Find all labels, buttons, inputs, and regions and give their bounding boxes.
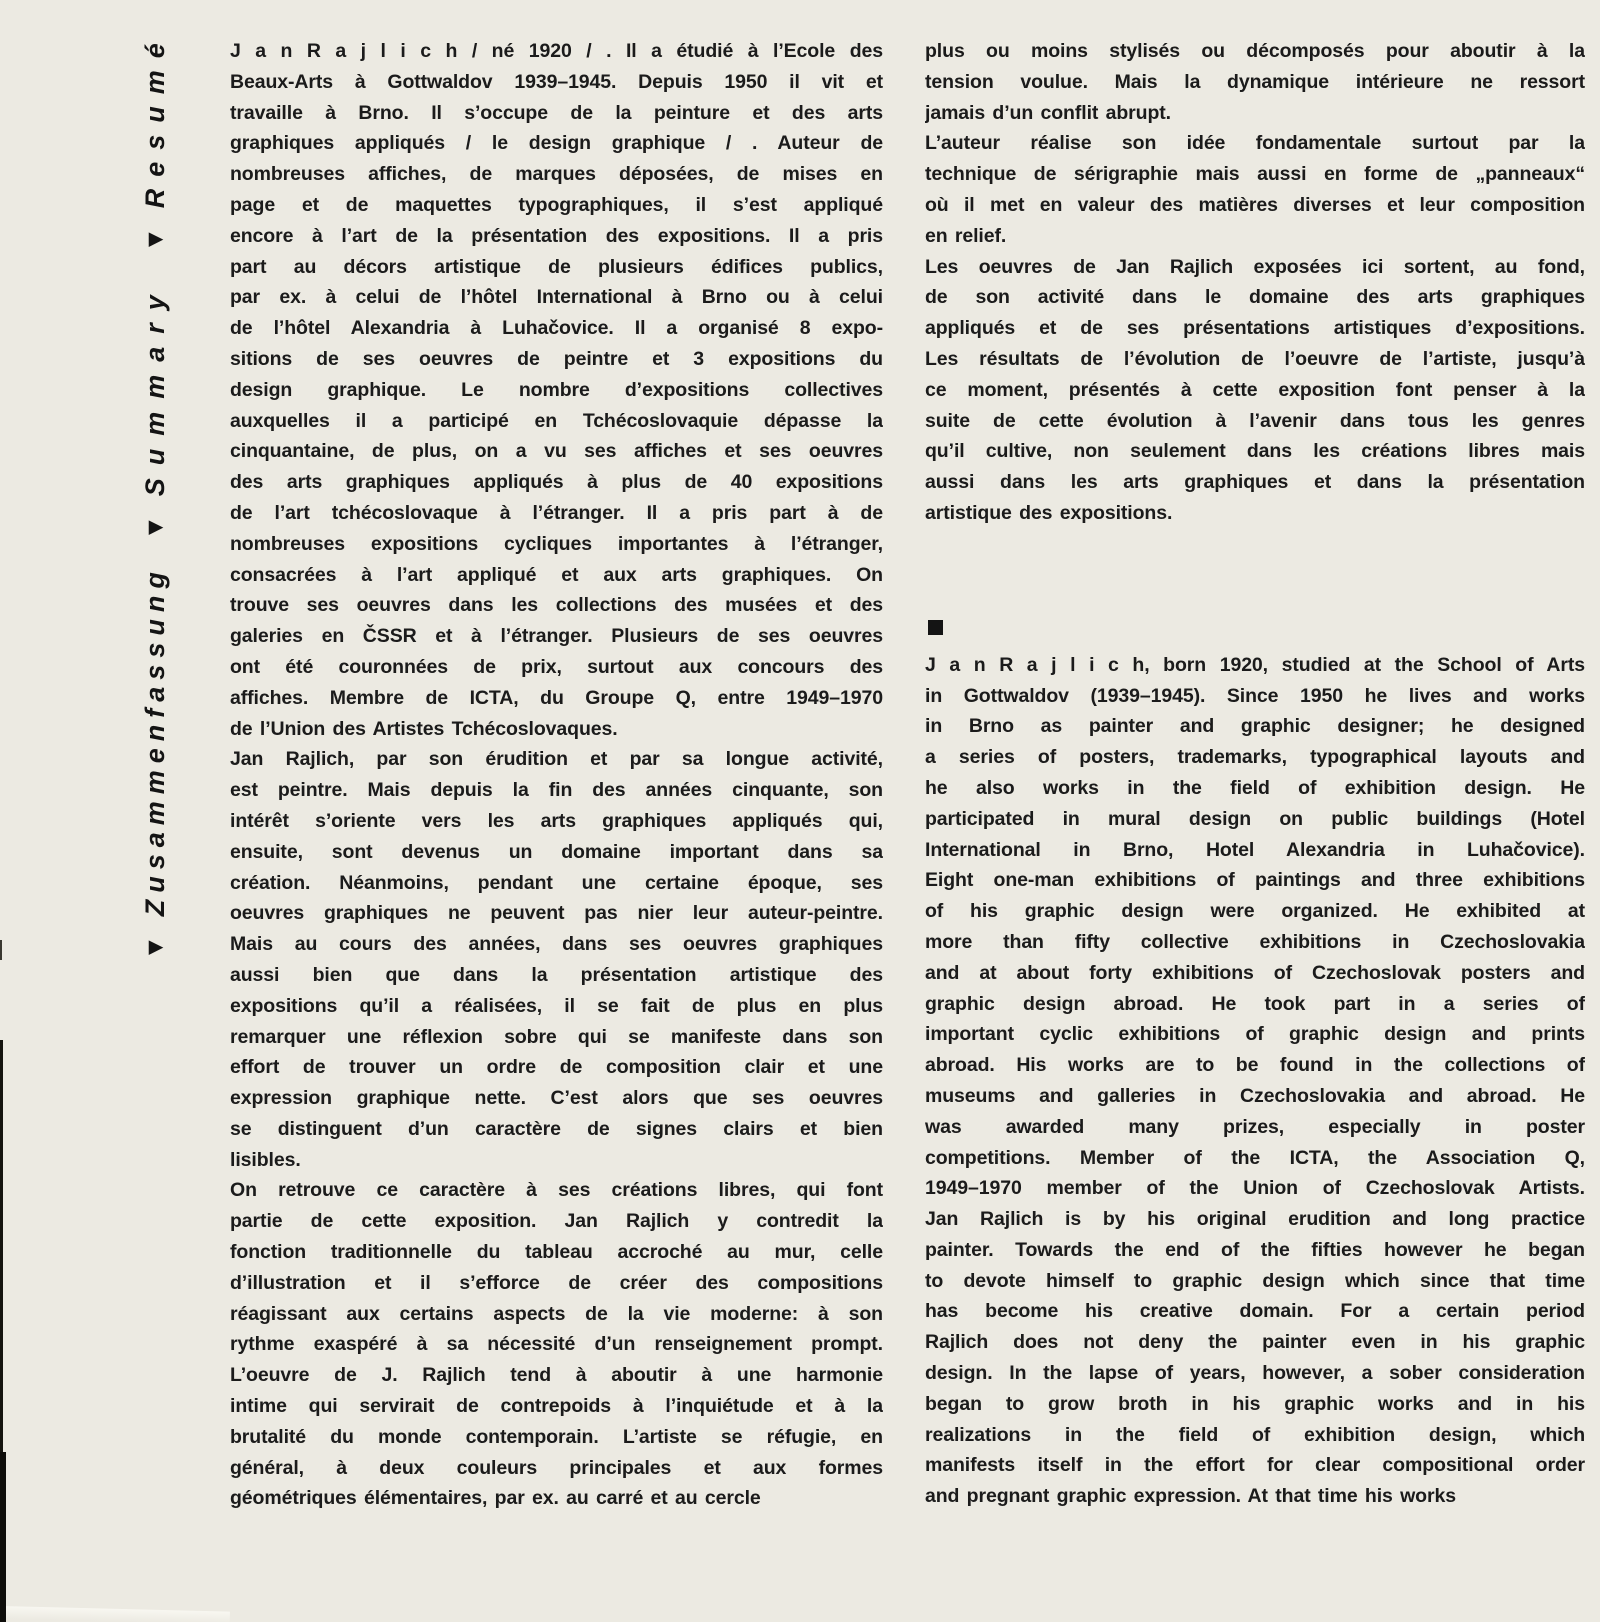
text-line: brutalité du monde contemporain. L’artiste se réfugie, en bbox=[230, 1425, 883, 1448]
text-line: design graphique. Le nombre d’expositions collectives bbox=[230, 378, 883, 401]
text-line: to devote himself to graphic design which since that time bbox=[925, 1269, 1585, 1292]
sidebar-label-resume-text: Resumé bbox=[140, 31, 170, 209]
text-line: a series of posters, trademarks, typographical layouts and bbox=[925, 746, 1585, 769]
text-line: he also works in the field of exhibition design. He bbox=[925, 776, 1585, 799]
text-line: manifests itself in the effort for clear compositional order bbox=[925, 1454, 1585, 1477]
text-line: On retrouve ce caractère à ses créations libres, qui font bbox=[230, 1179, 883, 1202]
right-column-english-text bbox=[925, 650, 1585, 1512]
text-line: aussi dans les arts graphiques et dans la présentation bbox=[925, 471, 1585, 494]
sidebar-label-resume bbox=[136, 31, 174, 252]
text-line: more than fifty collective exhibitions in Czechoslovakia bbox=[925, 930, 1585, 953]
text-line: of his graphic design were organized. He exhibited at bbox=[925, 900, 1585, 923]
text-line: realizations in the field of exhibition design, which bbox=[925, 1423, 1585, 1446]
text-line: 1949–1970 member of the Union of Czechoslovak Artists. bbox=[925, 1177, 1585, 1200]
text-line: partie de cette exposition. Jan Rajlich y contredit la bbox=[230, 1210, 883, 1233]
sidebar-label-zusammenfassung bbox=[136, 565, 174, 960]
sidebar-label-summary bbox=[136, 282, 174, 540]
text-line: nombreuses expositions cycliques importantes à l’étranger, bbox=[230, 532, 883, 555]
triangle-marker-icon: ▼ bbox=[141, 935, 169, 960]
text-line: museums and galleries in Czechoslovakia and abroad. He bbox=[925, 1084, 1585, 1107]
text-line: expositions qu’il a réalisées, il se fait de plus en plus bbox=[230, 994, 883, 1017]
text-line: tension voulue. Mais la dynamique intérieure ne ressort bbox=[925, 70, 1585, 93]
text-line: J a n R a j l i c h, born 1920, studied at the School of Arts bbox=[925, 653, 1585, 676]
text-line: par ex. à celui de l’hôtel International à Brno ou à celui bbox=[230, 286, 883, 309]
text-line: de l’Union des Artistes Tchécoslovaques. bbox=[230, 717, 618, 740]
text-line: galeries en ČSSR et à l’étranger. Plusieurs de ses oeuvres bbox=[230, 625, 883, 648]
text-line: géométriques élémentaires, par ex. au carré et au cercle bbox=[230, 1487, 761, 1510]
text-line: ce moment, présentés à cette exposition font penser à la bbox=[925, 378, 1585, 401]
text-line: ont été couronnées de prix, surtout aux concours des bbox=[230, 655, 883, 678]
text-line: général, à deux couleurs principales et aux formes bbox=[230, 1456, 883, 1479]
text-line: des arts graphiques appliqués à plus de 40 expositions bbox=[230, 471, 883, 494]
text-line: page et de maquettes typographiques, il s’est appliqué bbox=[230, 193, 883, 216]
text-line: nombreuses affiches, de marques déposées, de mises en bbox=[230, 163, 883, 186]
text-line: J a n R a j l i c h / né 1920 / . Il a étudié à l’Ecole des bbox=[230, 40, 883, 62]
text-line: sitions de ses oeuvres de peintre et 3 expositions du bbox=[230, 347, 883, 370]
text-line: abroad. His works are to be found in the collections of bbox=[925, 1054, 1585, 1077]
text-line: de l’hôtel Alexandria à Luhačovice. Il a organisé 8 expo- bbox=[230, 317, 883, 340]
text-line: lisibles. bbox=[230, 1148, 301, 1171]
text-line: intime qui servirait de contrepoids à l’inquiétude et à la bbox=[230, 1395, 883, 1418]
text-line: consacrées à l’art appliqué et aux arts graphiques. On bbox=[230, 563, 883, 586]
text-line: expression graphique nette. C’est alors que ses oeuvres bbox=[230, 1087, 883, 1110]
right-column-text bbox=[925, 36, 1585, 1512]
sidebar-label-zusammenfassung-text: Zusammenfassung bbox=[140, 565, 170, 917]
text-line: est peintre. Mais depuis la fin des années cinquante, son bbox=[230, 779, 883, 802]
text-line: L’auteur réalise son idée fondamentale surtout par la bbox=[925, 132, 1585, 155]
paper-corner-edge bbox=[0, 1606, 230, 1622]
text-line: auxquelles il a participé en Tchécoslovaquie dépasse la bbox=[230, 409, 883, 432]
text-line: Les résultats de l’évolution de l’oeuvre de l’artiste, jusqu’à bbox=[925, 347, 1585, 370]
text-line: graphiques appliqués / le design graphique / . Auteur de bbox=[230, 132, 883, 155]
text-line: effort de trouver un ordre de composition clair et une bbox=[230, 1056, 883, 1079]
right-column-french-text bbox=[925, 36, 1585, 529]
text-line: International in Brno, Hotel Alexandria in Luhačovice). bbox=[925, 838, 1585, 861]
text-line: ensuite, sont devenus un domaine important dans sa bbox=[230, 840, 883, 863]
text-line: important cyclic exhibitions of graphic design and prints bbox=[925, 1023, 1585, 1046]
text-line: réagissant aux certains aspects de la vie moderne: à son bbox=[230, 1302, 883, 1325]
text-line: Eight one-man exhibitions of paintings and three exhibitions bbox=[925, 869, 1585, 892]
text-line: has become his creative domain. For a certain period bbox=[925, 1300, 1585, 1323]
text-line: encore à l’art de la présentation des expositions. Il a pris bbox=[230, 224, 883, 247]
text-line: de son activité dans le domaine des arts graphiques bbox=[925, 286, 1585, 309]
text-line: travaille à Brno. Il s’occupe de la peinture et des arts bbox=[230, 101, 883, 124]
text-line: fonction traditionnelle du tableau accroché au mur, celle bbox=[230, 1241, 883, 1264]
text-line: technique de sérigraphie mais aussi en forme de „panneaux“ bbox=[925, 163, 1585, 186]
text-line: painter. Towards the end of the fifties however he began bbox=[925, 1238, 1585, 1261]
triangle-marker-icon: ▼ bbox=[141, 227, 169, 252]
text-line: L’oeuvre de J. Rajlich tend à aboutir à une harmonie bbox=[230, 1364, 883, 1387]
text-line: où il met en valeur des matières diverses et leur composition bbox=[925, 193, 1585, 216]
text-line: Beaux-Arts à Gottwaldov 1939–1945. Depuis 1950 il vit et bbox=[230, 70, 883, 93]
text-line: competitions. Member of the ICTA, the Association Q, bbox=[925, 1146, 1585, 1169]
sidebar-label-summary-text: Summary bbox=[140, 282, 170, 497]
text-line: began to grow broth in his graphic works and in his bbox=[925, 1392, 1585, 1415]
text-line: cinquantaine, de plus, on a vu ses affiches et ses oeuvres bbox=[230, 440, 883, 463]
scan-edge-artifact bbox=[0, 940, 2, 960]
text-line: graphic design abroad. He took part in a series of bbox=[925, 992, 1585, 1015]
text-line: appliqués et de ses présentations artistiques d’expositions. bbox=[925, 317, 1585, 340]
text-line: in Gottwaldov (1939–1945). Since 1950 he lives and works bbox=[925, 684, 1585, 707]
text-line: and pregnant graphic expression. At that time his works bbox=[925, 1485, 1456, 1508]
text-line: and at about forty exhibitions of Czechoslovak posters and bbox=[925, 961, 1585, 984]
text-line: was awarded many prizes, especially in poster bbox=[925, 1115, 1585, 1138]
text-line: d’illustration et il s’efforce de créer des compositions bbox=[230, 1271, 883, 1294]
text-line: aussi bien que dans la présentation artistique des bbox=[230, 963, 883, 986]
scan-edge-artifact bbox=[0, 1452, 6, 1622]
left-column-french-text bbox=[230, 36, 883, 1514]
text-line: affiches. Membre de ICTA, du Groupe Q, entre 1949–1970 bbox=[230, 686, 883, 709]
text-line: Les oeuvres de Jan Rajlich exposées ici sortent, au fond, bbox=[925, 255, 1585, 278]
text-line: création. Néanmoins, pendant une certaine époque, ses bbox=[230, 871, 883, 894]
text-line: Jan Rajlich, par son érudition et par sa longue activité, bbox=[230, 748, 883, 771]
text-line: part au décors artistique de plusieurs édifices publics, bbox=[230, 255, 883, 278]
text-line: suite de cette évolution à l’avenir dans tous les genres bbox=[925, 409, 1585, 432]
text-line: se distinguent d’un caractère de signes clairs et bien bbox=[230, 1117, 883, 1140]
section-separator-square bbox=[928, 620, 943, 635]
text-line: oeuvres graphiques ne peuvent pas nier leur auteur-peintre. bbox=[230, 902, 883, 925]
text-line: Jan Rajlich is by his original erudition and long practice bbox=[925, 1208, 1585, 1231]
text-line: participated in mural design on public buildings (Hotel bbox=[925, 807, 1585, 830]
text-line: plus ou moins stylisés ou décomposés pour aboutir à la bbox=[925, 40, 1585, 62]
text-line: de l’art tchécoslovaque à l’étranger. Il a pris part à de bbox=[230, 501, 883, 524]
text-line: jamais d’un conflit abrupt. bbox=[925, 101, 1171, 124]
triangle-marker-icon: ▼ bbox=[141, 515, 169, 540]
text-line: Rajlich does not deny the painter even in his graphic bbox=[925, 1331, 1585, 1354]
text-line: design. In the lapse of years, however, a sober consideration bbox=[925, 1362, 1585, 1385]
text-line: intérêt s’oriente vers les arts graphiques appliqués qui, bbox=[230, 809, 883, 832]
text-line: rythme exaspéré à sa nécessité d’un renseignement prompt. bbox=[230, 1333, 883, 1356]
text-line: en relief. bbox=[925, 224, 1007, 247]
text-line: artistique des expositions. bbox=[925, 501, 1173, 524]
text-line: Mais au cours des années, dans ses oeuvres graphiques bbox=[230, 933, 883, 956]
text-line: trouve ses oeuvres dans les collections des musées et des bbox=[230, 594, 883, 617]
text-line: qu’il cultive, non seulement dans les créations libres mais bbox=[925, 440, 1585, 463]
text-line: remarquer une réflexion sobre qui se manifeste dans son bbox=[230, 1025, 883, 1048]
text-line: in Brno as painter and graphic designer; he designed bbox=[925, 715, 1585, 738]
